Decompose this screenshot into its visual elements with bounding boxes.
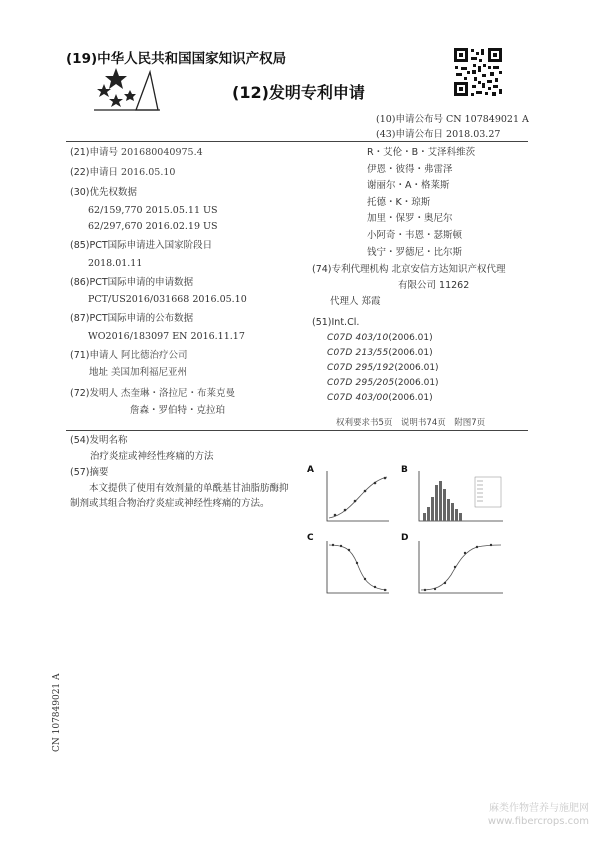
document-kind: (12)发明专利申请 [232,83,365,102]
inventor-name: 伊恩・彼得・弗雷泽 [367,163,453,175]
pct-national-phase-date: 2018.01.11 [88,258,143,269]
field-label: (71)申请人 [70,350,119,361]
abstract-figure [305,463,533,629]
field-label: (72)发明人 [70,388,119,399]
inventor-list [367,146,475,262]
inventor-name: 托德・K・琼斯 [367,196,431,208]
field-label: (21)申请号 [70,147,119,158]
watermark [488,802,589,828]
field-value: 201680040975.4 [121,147,203,158]
panel-letter-c: C [307,533,314,543]
inventor-name: R・艾伦・B・艾泽科维茨 [367,147,476,158]
ipc-version: (2006.01) [394,363,439,373]
invention-title: 治疗炎症或神经性疼痛的方法 [90,451,214,462]
pct-publication-data: WO2016/183097 EN 2016.11.17 [88,331,245,342]
field-label: (22)申请日 [70,167,119,178]
applicant [70,349,188,362]
header-divider [66,141,528,142]
figure-drawing [305,463,533,629]
field-label: 代理人 [330,296,359,307]
ipc-code: C07D 403/00 [327,393,389,403]
ipc-version: (2006.01) [394,378,439,388]
priority-data-2: 62/297,670 2016.02.19 US [88,221,218,232]
watermark-line: www.fibercrops.com [487,816,589,827]
ipc-item [327,333,433,343]
ipc-code: C07D 403/10 [327,333,389,343]
page-counts: 权利要求书5页 说明书74页 附图7页 [336,418,486,428]
inventor-name: 加里・保罗・奥尼尔 [367,213,453,225]
panel-letter-a: A [307,465,314,475]
panel-letter-b: B [401,465,408,475]
inventor-name: 谢丽尔・A・格莱斯 [367,180,450,192]
body-divider [66,430,528,431]
ipc-item [327,363,439,373]
patent-agency [312,263,506,276]
office-heading: (19)中华人民共和国国家知识产权局 [66,51,287,67]
pct-national-phase-label: (85)PCT国际申请进入国家阶段日 [70,240,213,251]
panel-letter-d: D [401,533,409,543]
filing-date [70,166,175,179]
pct-publication-label: (87)PCT国际申请的公布数据 [70,313,194,324]
title-label: (54)发明名称 [70,435,128,446]
abstract-label: (57)摘要 [70,467,109,478]
agency-name: 北京安信方达知识产权代理 [391,264,506,275]
ipc-code: C07D 295/205 [327,378,395,388]
field-label: (74)专利代理机构 [312,264,389,275]
agency-name-cont: 有限公司 11262 [398,280,470,291]
ipc-version: (2006.01) [388,393,433,403]
ipc-item [327,393,433,403]
pct-application-label: (86)PCT国际申请的申请数据 [70,277,194,288]
inventor-cont: 詹森・罗伯特・克拉珀 [130,405,226,416]
abstract-text: 本文提供了使用有效剂量的单酰基甘油脂肪酶抑制剂或其组合物治疗炎症或神经性疼痛的方法。 [70,483,289,509]
field-label: 地址 [89,367,109,378]
ipc-label: (51)Int.Cl. [312,317,360,328]
priority-data-1: 62/159,770 2015.05.11 US [88,205,218,216]
side-publication-number: CN 107849021 A [52,673,62,752]
sipo-emblem-icon [92,62,162,118]
ipc-item [327,378,439,388]
inventor-name: 钱宁・罗德尼・比尔斯 [367,246,463,258]
ipc-version: (2006.01) [388,348,433,358]
inventor-name: 小阿奇・韦恩・瑟斯顿 [367,229,463,241]
watermark-line: 麻类作物营养与施肥网 [489,803,589,814]
agent-name: 郑霞 [361,296,381,307]
field-value: 美国加利福尼亚州 [111,367,188,378]
field-value: 2016.05.10 [121,167,176,178]
application-number [70,146,203,159]
inventor [70,387,235,400]
ipc-item [327,348,433,358]
field-value: 阿比德治疗公司 [121,350,188,361]
pct-application-data: PCT/US2016/031668 2016.05.10 [88,294,247,305]
agent [330,295,381,308]
address [89,366,187,379]
priority-data-label: (30)优先权数据 [70,187,138,198]
publication-date: (43)申请公布日 2018.03.27 [376,129,501,140]
ipc-version: (2006.01) [388,333,433,343]
field-value: 杰奎琳・洛拉尼・布莱克曼 [121,388,236,399]
ipc-code: C07D 213/55 [327,348,389,358]
ipc-code: C07D 295/192 [327,363,395,373]
publication-number: (10)申请公布号 CN 107849021 A [376,114,529,125]
qr-code [452,46,504,98]
